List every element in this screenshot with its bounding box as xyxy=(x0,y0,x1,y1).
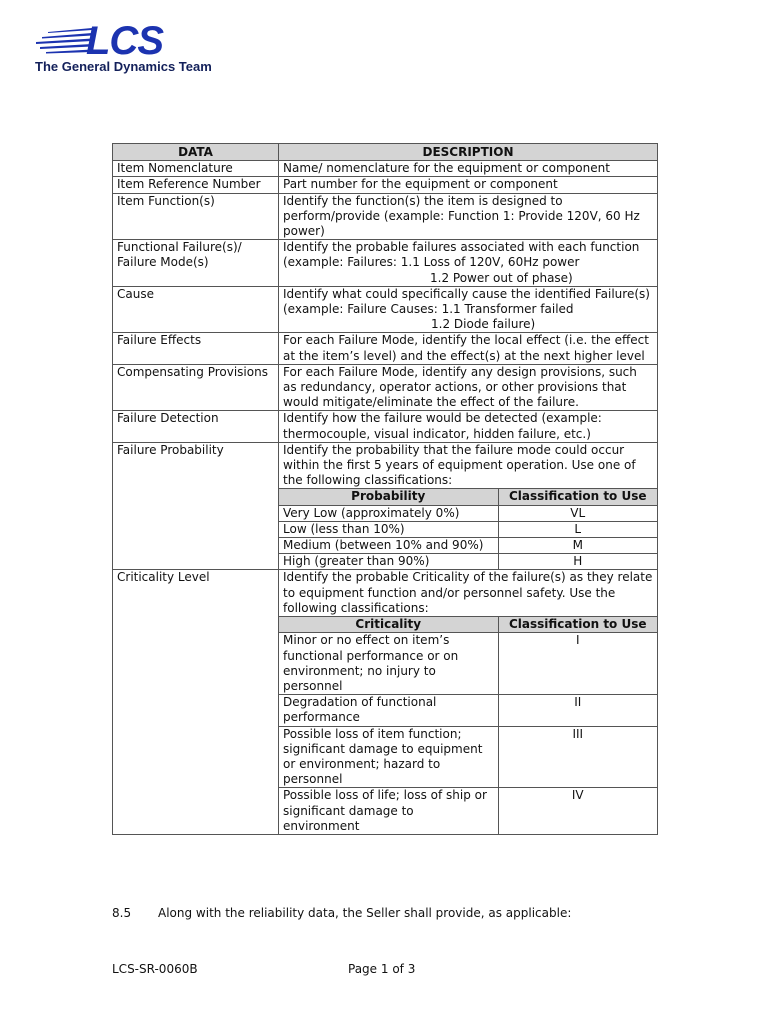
sub-table-row xyxy=(279,788,657,834)
classification-value: I xyxy=(498,633,657,695)
description-text: Identify what could specifically cause the identified Failure(s) (example: Failure Causes: 1.1 Transformer failed xyxy=(283,286,650,317)
description-cell: Identify how the failure would be detected (example: thermocouple, visual indicator, hidden failure, etc.) xyxy=(279,411,658,442)
data-cell: Item Nomenclature xyxy=(113,161,279,177)
lcs-logo xyxy=(34,20,224,76)
table-row xyxy=(113,286,658,333)
description-cell: For each Failure Mode, identify the local effect (i.e. the effect at the item’s level) and the effect(s) at the next higher level xyxy=(279,333,658,364)
logo-subtitle: The General Dynamics Team xyxy=(35,59,212,74)
table-header-row xyxy=(113,144,658,161)
description-cell: Identify the function(s) the item is designed to perform/provide (example: Function 1: Provide 120V, 60 Hz power) xyxy=(279,193,658,240)
data-cell: Criticality Level xyxy=(113,570,279,834)
criticality-label: Possible loss of life; loss of ship or significant damage to environment xyxy=(279,788,498,834)
probability-label: Low (less than 10%) xyxy=(279,521,498,537)
sub-table-row xyxy=(279,521,657,537)
description-cell: Part number for the equipment or component xyxy=(279,177,658,193)
criticality-label: Degradation of functional performance xyxy=(279,695,498,726)
section-number: 8.5 xyxy=(112,906,132,920)
description-cell: Name/ nomenclature for the equipment or component xyxy=(279,161,658,177)
description-cell xyxy=(279,240,658,287)
classification-value: L xyxy=(498,521,657,537)
sub-table-row xyxy=(279,505,657,521)
table-row xyxy=(113,240,658,287)
description-cell: For each Failure Mode, identify any design provisions, such as redundancy, operator actions, or other provisions that would mitigate/eliminate the effect of the failure. xyxy=(279,364,658,411)
classification-value: H xyxy=(498,554,657,570)
criticality-label: Minor or no effect on item’s functional performance or on environment; no injury to personnel xyxy=(279,633,498,695)
header-data: DATA xyxy=(113,144,279,161)
speed-lines-icon xyxy=(36,28,92,54)
table-row xyxy=(113,161,658,177)
table-row xyxy=(113,333,658,364)
sub-table-header-row xyxy=(279,617,657,633)
data-cell: Failure Detection xyxy=(113,411,279,442)
sub-table-row xyxy=(279,726,657,788)
data-cell: Cause xyxy=(113,286,279,333)
footer-doc-id: LCS-SR-0060B xyxy=(112,962,198,976)
table-row xyxy=(113,570,658,834)
table-row xyxy=(113,411,658,442)
sub-table-row xyxy=(279,695,657,726)
table-row xyxy=(113,364,658,411)
sub-header-classification: Classification to Use xyxy=(498,489,657,505)
sub-header-probability: Probability xyxy=(279,489,498,505)
footer-page-number: Page 1 of 3 xyxy=(348,962,416,976)
probability-label: Medium (between 10% and 90%) xyxy=(279,538,498,554)
logo-text: LCS xyxy=(86,20,163,60)
table-row xyxy=(113,177,658,193)
probability-table xyxy=(279,488,657,569)
data-cell: Failure Probability xyxy=(113,442,279,570)
sub-header-classification: Classification to Use xyxy=(498,617,657,633)
table-row xyxy=(113,193,658,240)
sub-table-row xyxy=(279,633,657,695)
classification-value: VL xyxy=(498,505,657,521)
description-cell xyxy=(279,442,658,570)
criticality-table xyxy=(279,616,657,834)
data-cell: Item Reference Number xyxy=(113,177,279,193)
data-cell: Failure Effects xyxy=(113,333,279,364)
sub-table-header-row xyxy=(279,489,657,505)
sub-table-row xyxy=(279,538,657,554)
description-text-continued: 1.2 Power out of phase) xyxy=(430,270,573,285)
description-cell xyxy=(279,286,658,333)
probability-label: High (greater than 90%) xyxy=(279,554,498,570)
classification-value: II xyxy=(498,695,657,726)
data-cell: Compensating Provisions xyxy=(113,364,279,411)
classification-value: III xyxy=(498,726,657,788)
description-text: Identify the probable failures associated with each function (example: Failures: 1.1 Loss of 120V, 60Hz power xyxy=(283,240,640,270)
description-text: Identify the probability that the failure mode could occur within the first 5 years of equipment operation. Use one of the following classifications: xyxy=(283,442,636,488)
data-cell: Functional Failure(s)/ Failure Mode(s) xyxy=(113,240,279,287)
description-text: Identify the probable Criticality of the failure(s) as they relate to equipment function and/or personnel safety. Use the following classifications: xyxy=(283,570,653,615)
reliability-data-table xyxy=(112,143,658,835)
data-cell: Item Function(s) xyxy=(113,193,279,240)
sub-table-row xyxy=(279,554,657,570)
description-cell xyxy=(279,570,658,834)
sub-header-criticality: Criticality xyxy=(279,617,498,633)
classification-value: IV xyxy=(498,788,657,834)
table-row xyxy=(113,442,658,570)
probability-label: Very Low (approximately 0%) xyxy=(279,505,498,521)
description-text-continued: 1.2 Diode failure) xyxy=(431,317,536,332)
lcs-logo-mark xyxy=(34,20,224,60)
header-description: DESCRIPTION xyxy=(279,144,658,161)
section-paragraph xyxy=(112,906,571,920)
classification-value: M xyxy=(498,538,657,554)
section-text: Along with the reliability data, the Seller shall provide, as applicable: xyxy=(158,906,572,920)
criticality-label: Possible loss of item function; significant damage to equipment or environment; hazard to personnel xyxy=(279,726,498,788)
